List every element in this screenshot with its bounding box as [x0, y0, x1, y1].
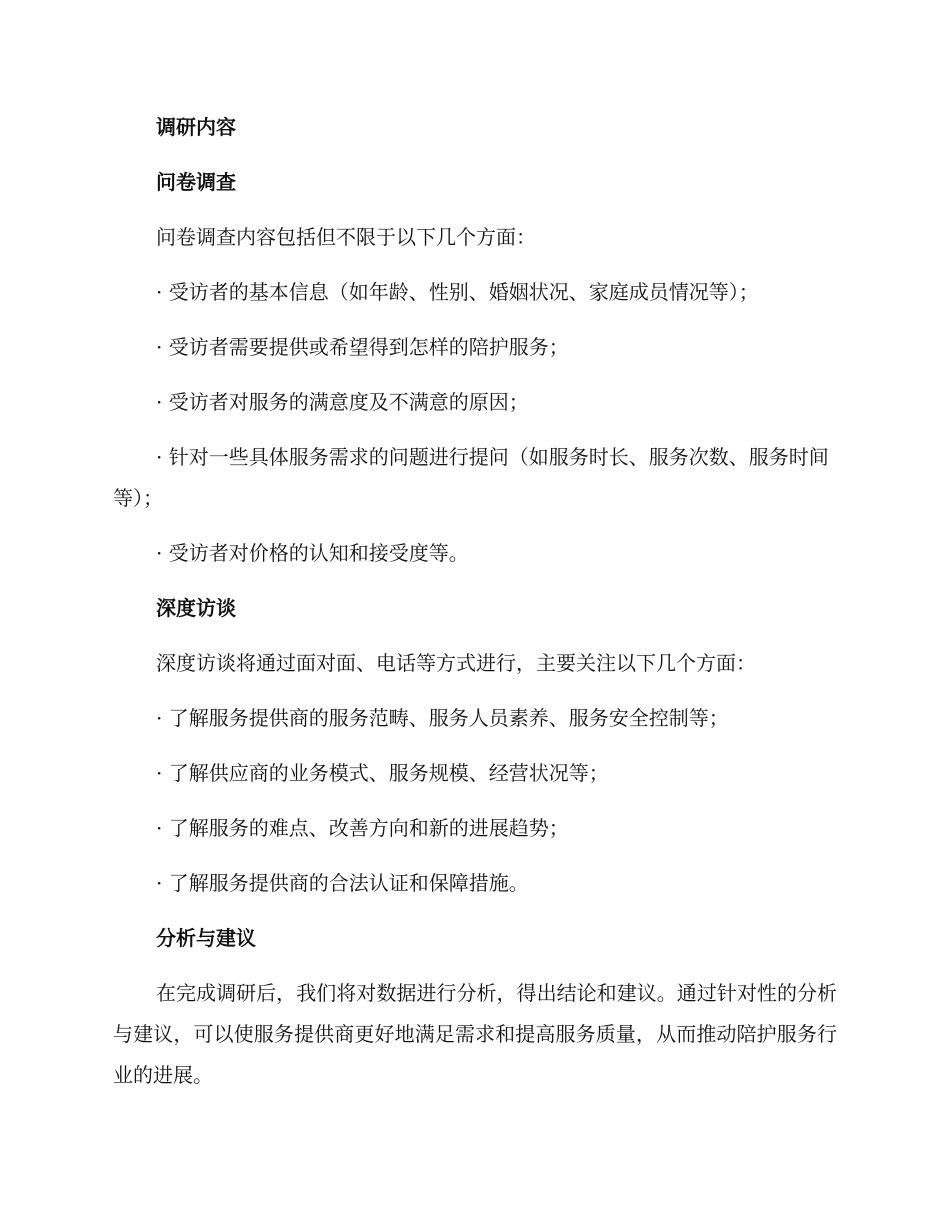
bullet-dot: ·: [156, 390, 163, 414]
section-heading-analysis: 分析与建议: [156, 926, 256, 950]
bullet-dot: ·: [156, 761, 163, 785]
section-heading-questionnaire: 问卷调查: [156, 170, 236, 194]
bullet-text: 针对一些具体服务需求的问题进行提问（如服务时长、服务次数、服务时间等）；: [113, 445, 829, 510]
bullet-dot: ·: [156, 871, 163, 895]
bullet-dot: ·: [156, 541, 163, 565]
questionnaire-intro: 问卷调查内容包括但不限于以下几个方面：: [156, 225, 536, 249]
interview-bullet-3: [113, 808, 837, 849]
bullet-text: 受访者的基本信息（如年龄、性别、婚姻状况、家庭成员情况等）；: [168, 280, 759, 304]
document-body: [113, 107, 837, 1110]
interview-intro: 深度访谈将通过面对面、电话等方式进行，主要关注以下几个方面：: [156, 651, 756, 675]
bullet-text: 受访者对价格的认知和接受度等。: [168, 541, 469, 565]
questionnaire-bullet-1: [113, 272, 837, 313]
bullet-text: 了解供应商的业务模式、服务规模、经营状况等；: [168, 761, 609, 785]
bullet-text: 了解服务提供商的合法认证和保障措施。: [168, 871, 529, 895]
questionnaire-bullet-5: [113, 533, 837, 574]
interview-bullet-4: [113, 863, 837, 904]
interview-bullet-1: [113, 698, 837, 739]
interview-bullet-2: [113, 753, 837, 794]
bullet-text: 了解服务的难点、改善方向和新的进展趋势；: [168, 816, 569, 840]
questionnaire-bullet-2: [113, 327, 837, 368]
bullet-text: 受访者对服务的满意度及不满意的原因；: [168, 390, 529, 414]
bullet-text: 受访者需要提供或希望得到怎样的陪护服务；: [168, 335, 569, 359]
bullet-text: 了解服务提供商的服务范畴、服务人员素养、服务安全控制等；: [168, 706, 729, 730]
section-heading-research-content: 调研内容: [156, 115, 236, 139]
section-heading-interview: 深度访谈: [156, 596, 236, 620]
analysis-body: 在完成调研后，我们将对数据进行分析，得出结论和建议。通过针对性的分析与建议，可以使服务提供商更好地满足需求和提高服务质量，从而推动陪护服务行业的进展。: [113, 981, 837, 1087]
bullet-dot: ·: [156, 335, 163, 359]
questionnaire-bullet-3: [113, 382, 837, 423]
bullet-dot: ·: [156, 816, 163, 840]
bullet-dot: ·: [156, 706, 163, 730]
questionnaire-bullet-4: [113, 437, 837, 519]
bullet-dot: ·: [156, 280, 163, 304]
bullet-dot: ·: [156, 445, 163, 469]
